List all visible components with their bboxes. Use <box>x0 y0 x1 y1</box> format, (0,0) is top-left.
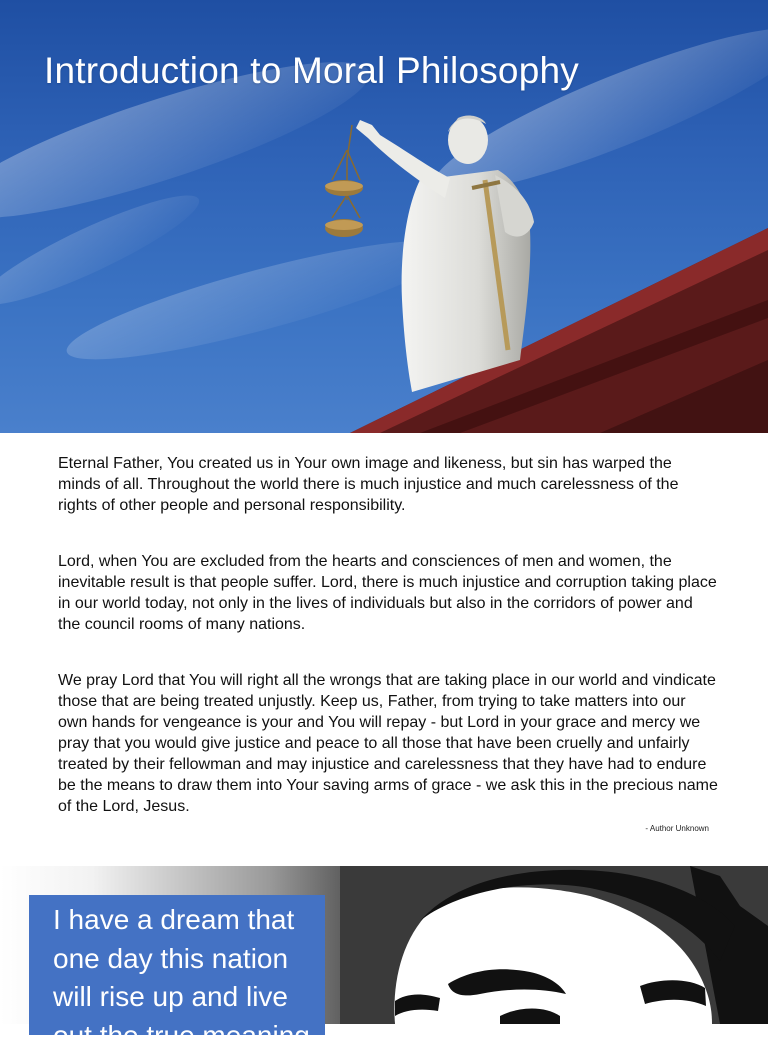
author-attribution: - Author Unknown <box>645 824 709 833</box>
scales <box>332 125 360 218</box>
prayer-paragraph: We pray Lord that You will right all the wrongs that are taking place in our world and vindicate those that are being treated unjustly. Keep us, Father, from trying to take matters into our own hands for vengeance is your and You will repay - but Lord in your grace and mercy we pray that you would give justice and peace to all those that have been cruelly and unfairly treated by their fellowman and may injustice and carelessness that they have had to endure be the means to draw them into Your saving arms of grace - we ask this in the precious name of the Lord, Jesus. <box>58 672 718 815</box>
slide-title: Introduction to Moral Philosophy <box>44 50 579 91</box>
quote-text: I have a dream that one day this nation will rise up and live out the true meaning <box>53 904 310 1051</box>
quote-slide <box>0 866 768 1051</box>
title-slide <box>0 0 768 433</box>
prayer-paragraph: Lord, when You are excluded from the hearts and consciences of men and women, the inevitable result is that people suffer. Lord, there is much injustice and corruption taking place in our world today, not only in the lives of individuals but also in the corridors of power and the council rooms of many nations. <box>58 553 717 633</box>
quote-box <box>29 895 325 1051</box>
prayer-slide <box>0 433 768 866</box>
prayer-paragraph: Eternal Father, You created us in Your own image and likeness, but sin has warped the minds of all. Throughout the world there is much injustice and much carelessness of the rights of other people and personal responsibility. <box>58 455 679 514</box>
prayer-text <box>58 453 718 852</box>
statue-arm <box>356 120 450 198</box>
